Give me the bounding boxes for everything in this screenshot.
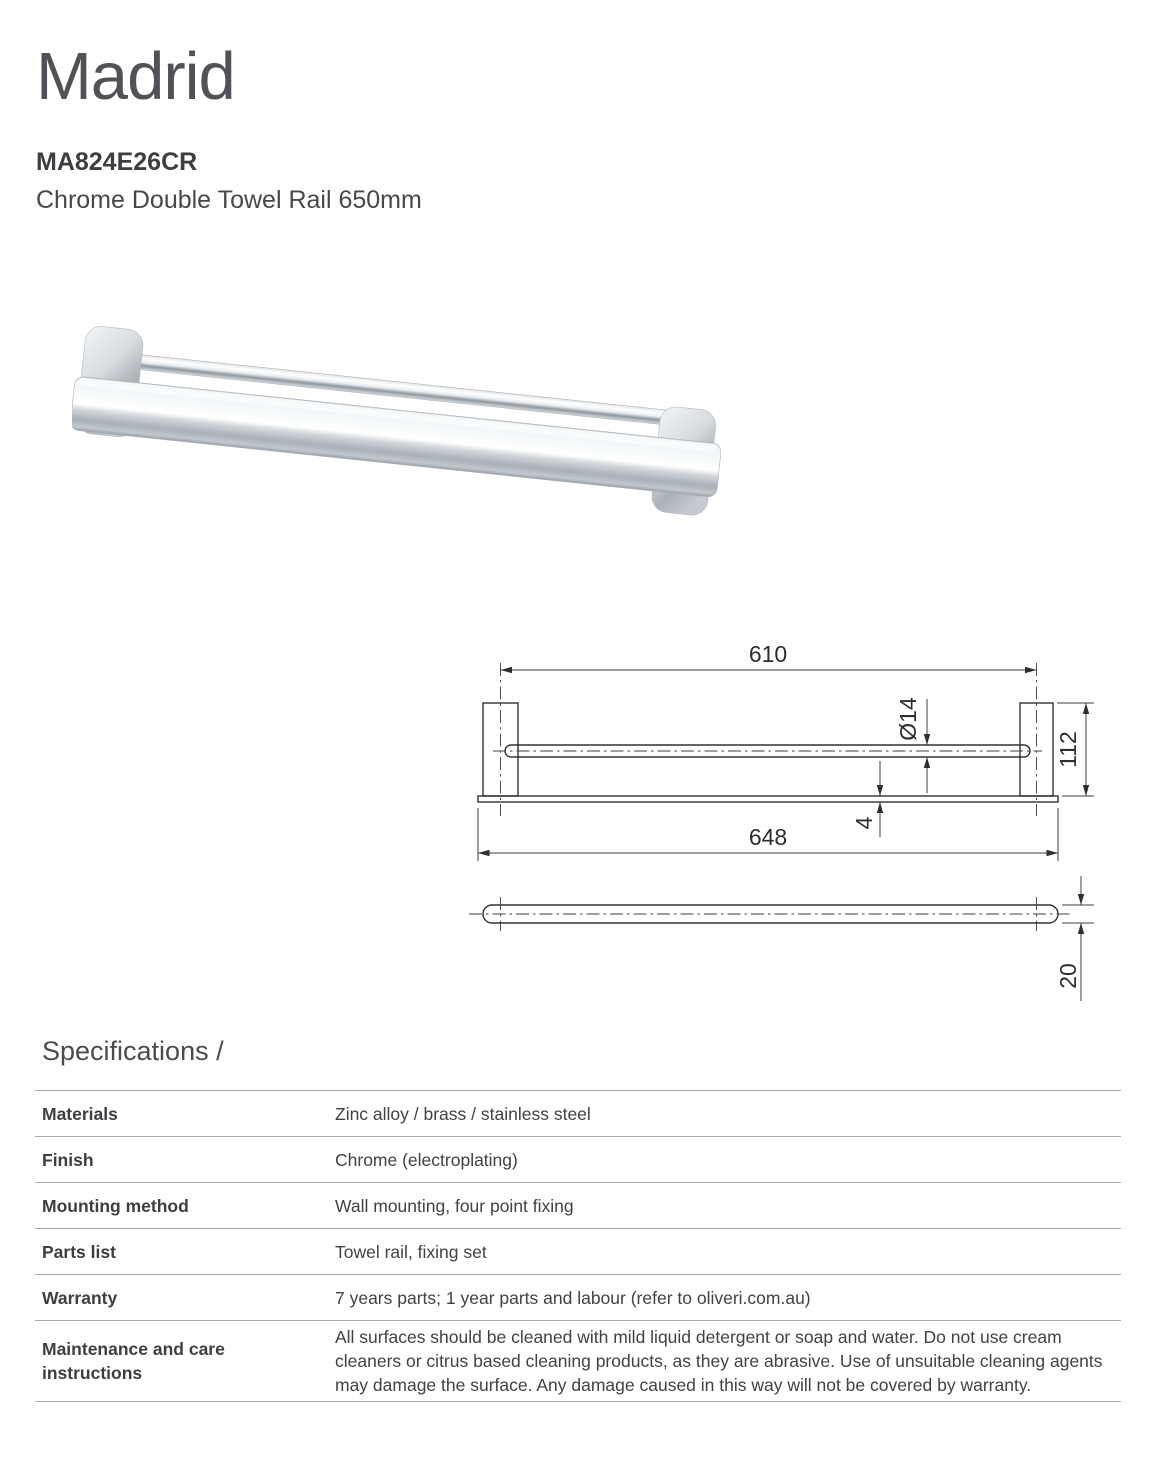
spec-label: Finish	[42, 1149, 94, 1170]
spec-value: 7 years parts; 1 year parts and labour (refer to oliveri.com.au)	[335, 1287, 811, 1308]
dim-bracket-height	[1055, 703, 1094, 796]
product-description: Chrome Double Towel Rail 650mm	[36, 186, 422, 215]
spec-value: All surfaces should be cleaned with mild liquid detergent or soap and water. Do not use cream cleaners or citrus based cleaning products, as they are abrasive. Use of unsuitable cleaning agents may damage the surface. Any damage caused in this way will not be covered by warranty.	[335, 1327, 1103, 1395]
dim-text-112: 112	[1055, 731, 1081, 768]
spec-value: Zinc alloy / brass / stainless steel	[335, 1103, 591, 1124]
product-code: MA824E26CR	[36, 148, 198, 177]
spec-row-mounting-method	[35, 1183, 1121, 1229]
spec-label: Maintenance and care instructions	[42, 1339, 225, 1383]
front-rail-bar	[478, 796, 1058, 802]
dim-text-610: 610	[748, 641, 788, 667]
dim-text-4: 4	[851, 816, 877, 830]
specifications-section	[35, 1036, 1121, 1402]
towel-rail-render	[72, 324, 727, 517]
dim-text-o14: Ø14	[895, 697, 921, 741]
plan-view	[469, 897, 1071, 931]
spec-value: Towel rail, fixing set	[335, 1241, 487, 1262]
dim-text-648: 648	[748, 824, 788, 850]
header	[36, 38, 1116, 215]
dim-bar-depth	[1055, 876, 1094, 1001]
dim-bar-offset	[851, 761, 883, 837]
dim-text-20: 20	[1055, 963, 1081, 989]
dim-overall-length	[478, 808, 1058, 861]
spec-value: Chrome (electroplating)	[335, 1149, 518, 1170]
specifications-table	[35, 1090, 1121, 1402]
dim-rail-centres	[501, 641, 1037, 673]
spec-row-materials	[35, 1091, 1121, 1137]
spec-row-maintenance	[35, 1321, 1121, 1402]
front-view	[478, 663, 1058, 816]
spec-label: Materials	[42, 1103, 118, 1124]
product-photo	[72, 322, 732, 522]
technical-drawing	[445, 625, 1145, 1025]
spec-row-finish	[35, 1137, 1121, 1183]
spec-value: Wall mounting, four point fixing	[335, 1195, 574, 1216]
page-title: Madrid	[36, 39, 235, 114]
spec-label: Mounting method	[42, 1195, 189, 1216]
spec-row-parts-list	[35, 1229, 1121, 1275]
spec-label: Warranty	[42, 1287, 118, 1308]
spec-label: Parts list	[42, 1241, 116, 1262]
specifications-heading: Specifications /	[42, 1036, 224, 1066]
spec-row-warranty	[35, 1275, 1121, 1321]
